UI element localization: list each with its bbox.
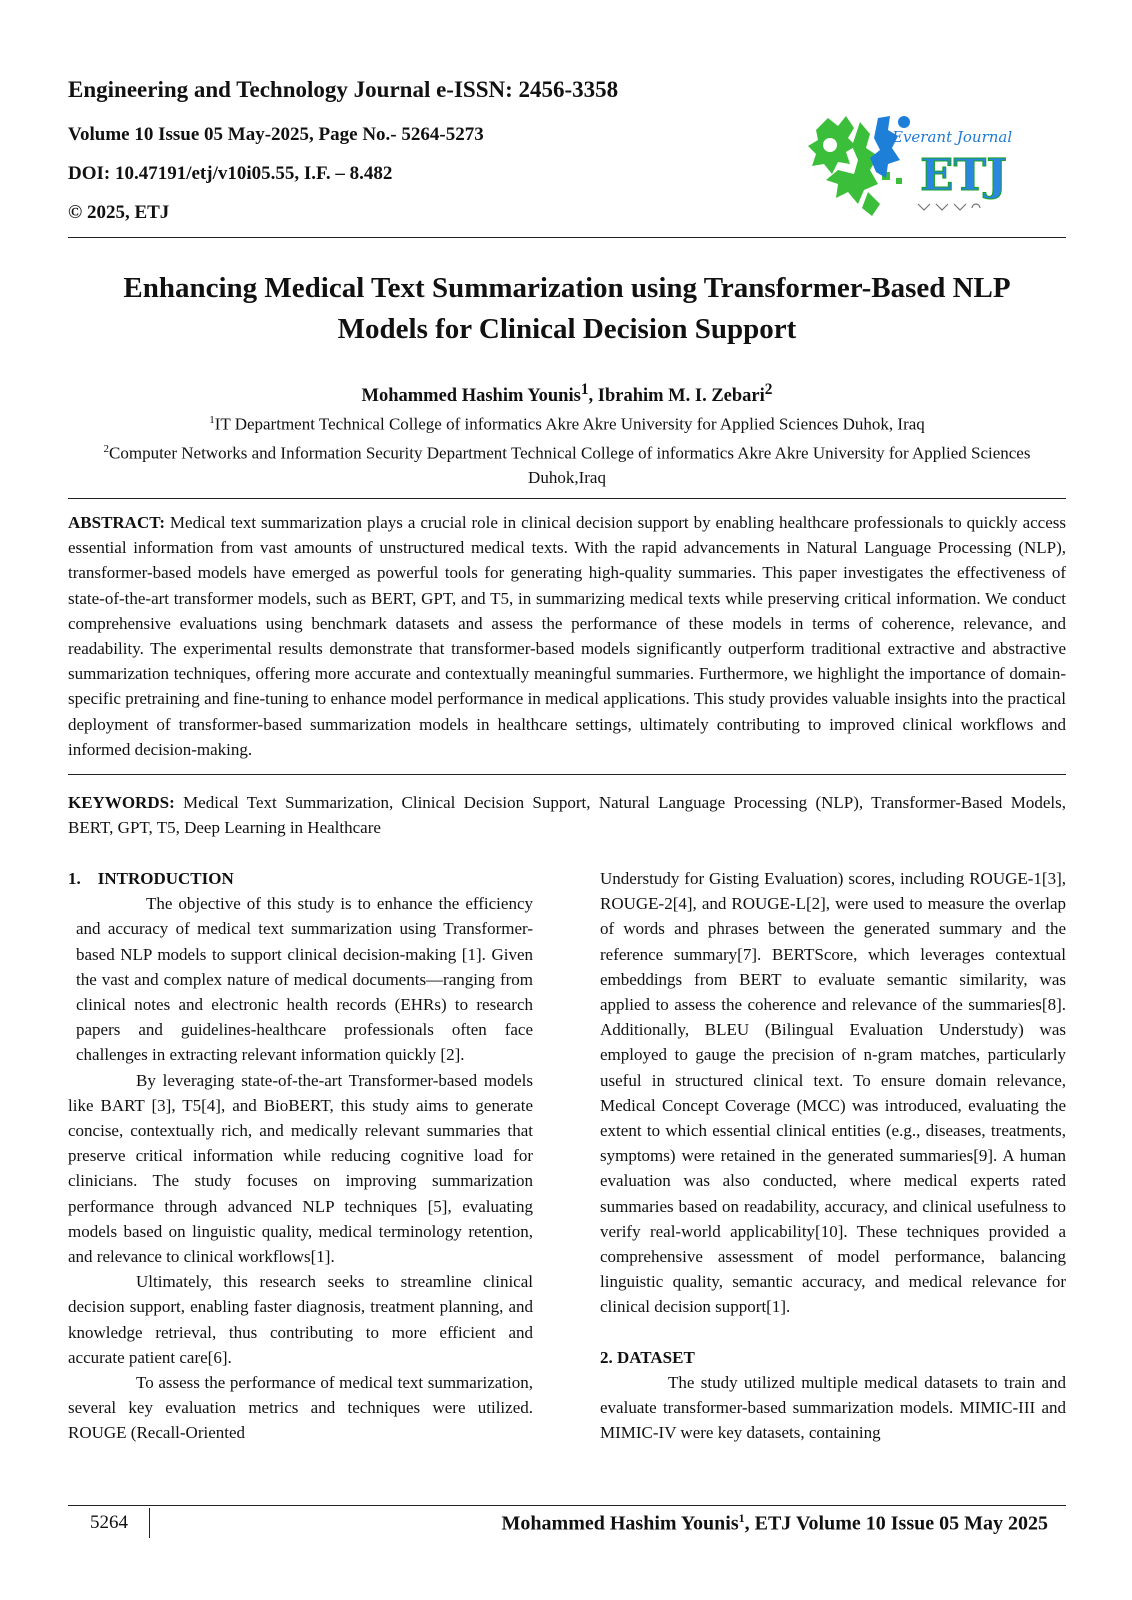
keywords-text: Medical Text Summarization, Clinical Decision Support, Natural Language Processing (NLP), Transformer-Based Models, BERT, GPT, T5, Deep Learning in Healthcare — [68, 793, 1066, 838]
title-line-2: Models for Clinical Decision Support — [337, 313, 797, 345]
author-1-affil-mark: 1 — [580, 381, 589, 398]
author-1: Mohammed Hashim Younis — [361, 386, 581, 407]
footer-author-mark: 1 — [738, 1511, 745, 1525]
abstract-label: ABSTRACT: — [68, 513, 165, 532]
keywords-label: KEYWORDS: — [68, 793, 175, 812]
keywords — [68, 790, 1066, 840]
abstract-bottom-rule — [68, 774, 1066, 775]
logo-tagline: Everant Journal — [892, 128, 1013, 146]
intro-paragraph-3: Ultimately, this research seeks to streamline clinical decision support, enabling faster diagnosis, treatment planning, and knowledge retrieval, thus contributing to more efficient and accurate patient care[6]. — [68, 1272, 533, 1367]
affiliations — [68, 408, 1066, 490]
copyright: © 2025, ETJ — [68, 202, 170, 223]
abstract-text: Medical text summarization plays a crucial role in clinical decision support by enabling healthcare professionals to quickly access essential information from vast amounts of unstructured medical texts. With the rapid advancements in Natural Language Processing (NLP), transformer-based models have emerged as powerful tools for generating high-quality summaries. This paper investigates the effectiveness of state-of-the-art transformer models, such as BERT, GPT, and T5, in summarizing medical texts while preserving critical information. We conduct comprehensive evaluations using benchmark datasets and assess the performance of these models in terms of coherence, relevance, and readability. The experimental results demonstrate that transformer-based models significantly outperform traditional extractive and abstractive summarization techniques, offering more accurate and contextually meaningful summaries. Furthermore, we highlight the importance of domain-specific pretraining and fine-tuning to enhance model performance in medical applications. This study provides valuable insights into the practical deployment of transformer-based summarization models in healthcare settings, ultimately contributing to improved clinical workflows and informed decision-making. — [68, 513, 1066, 759]
abstract — [68, 510, 1066, 762]
dataset-paragraph-1: The study utilized multiple medical datasets to train and evaluate transformer-based summarization models. MIMIC-III and MIMIC-IV were key datasets, containing — [600, 1372, 1066, 1443]
logo-text: ETJ — [920, 150, 1008, 201]
page-number: 5264 — [90, 1512, 128, 1533]
abstract-top-rule — [68, 498, 1066, 499]
affiliation-2-text: Computer Networks and Information Security Department Technical College of informatics Akre Akre University for Applied Sciences Duhok,Iraq — [109, 443, 1031, 488]
running-footer — [502, 1511, 1048, 1536]
intro-paragraph-2: By leveraging state-of-the-art Transformer-based models like BART [3], T5[4], and BioBERT, this study aims to generate concise, contextually rich, and medically relevant summaries that preserve critical information while reducing cognitive load for clinicians. The study focuses on improving summarization performance through advanced NLP techniques [5], evaluating models based on linguistic quality, medical terminology retention, and relevance to clinical workflows[1]. — [68, 1070, 533, 1267]
section-heading-introduction: 1. INTRODUCTION — [68, 869, 234, 888]
intro-paragraph-4-continued: Understudy for Gisting Evaluation) scores, including ROUGE-1[3], ROUGE-2[4], and ROUGE-L[2], were used to measure the overlap of words and phrases between the generated summary and the reference summary[7]. BERTScore, which leverages contextual embeddings from BERT to evaluate semantic similarity, was applied to assess the coherence and relevance of the summaries[8]. Additionally, BLEU (Bilingual Evaluation Understudy) was employed to gauge the precision of n-gram matches, particularly useful in structured clinical text. To ensure domain relevance, Medical Concept Coverage (MCC) was introduced, evaluating the extent to which essential clinical entities (e.g., diseases, treatments, symptoms) were retained in the generated summaries[9]. A human evaluation was also conducted, where medical experts rated summaries based on readability, accuracy, and clinical usefulness to verify real-world applicability[10]. These techniques provided a comprehensive assessment of model performance, balancing linguistic quality, semantic accuracy, and medical relevance for clinical decision support[1]. — [600, 869, 1066, 1317]
author-2: Ibrahim M. I. Zebari — [597, 386, 765, 407]
intro-paragraph-1: The objective of this study is to enhance the efficiency and accuracy of medical text summarization using Transformer-based NLP models to support clinical decision-making [1]. Given the vast and complex nature of medical documents—ranging from clinical notes and electronic health records (EHRs) to research papers and guidelines-healthcare professionals often face challenges in extracting relevant information quickly [2]. — [76, 894, 533, 1065]
doi-info: DOI: 10.47191/etj/v10i05.55, I.F. – 8.482 — [68, 163, 393, 184]
section-gap — [600, 1320, 1066, 1345]
affiliation-2 — [68, 437, 1066, 491]
footer-separator — [149, 1508, 150, 1538]
affiliation-1-mark: 1 — [209, 414, 215, 426]
affiliation-1-text: IT Department Technical College of informatics Akre Akre University for Applied Sciences Duhok, Iraq — [214, 414, 925, 434]
header-rule — [68, 237, 1066, 238]
right-column — [600, 866, 1066, 1445]
author-2-affil-mark: 2 — [764, 381, 773, 398]
author-separator: , — [588, 386, 598, 407]
affiliation-2-mark: 2 — [103, 442, 110, 455]
journal-header — [68, 77, 619, 223]
author-list — [68, 381, 1066, 407]
affiliation-1 — [68, 408, 1066, 437]
section-heading-dataset: 2. DATASET — [600, 1347, 695, 1367]
title-line-1: Enhancing Medical Text Summarization using Transformer-Based NLP — [123, 272, 1011, 304]
footer-citation: , ETJ Volume 10 Issue 05 May 2025 — [744, 1512, 1048, 1535]
journal-name: Engineering and Technology Journal e-ISSN: 2456-3358 — [68, 77, 619, 102]
footer-rule — [68, 1505, 1066, 1506]
intro-paragraph-4: To assess the performance of medical text summarization, several key evaluation metrics and techniques were utilized. ROUGE (Recall-Oriented — [68, 1373, 533, 1443]
left-column — [68, 866, 533, 1446]
footer-author: Mohammed Hashim Younis — [501, 1512, 739, 1535]
etj-logo — [808, 112, 1018, 220]
volume-info: Volume 10 Issue 05 May-2025, Page No.- 5264-5273 — [68, 124, 484, 145]
paper-title — [68, 268, 1066, 350]
